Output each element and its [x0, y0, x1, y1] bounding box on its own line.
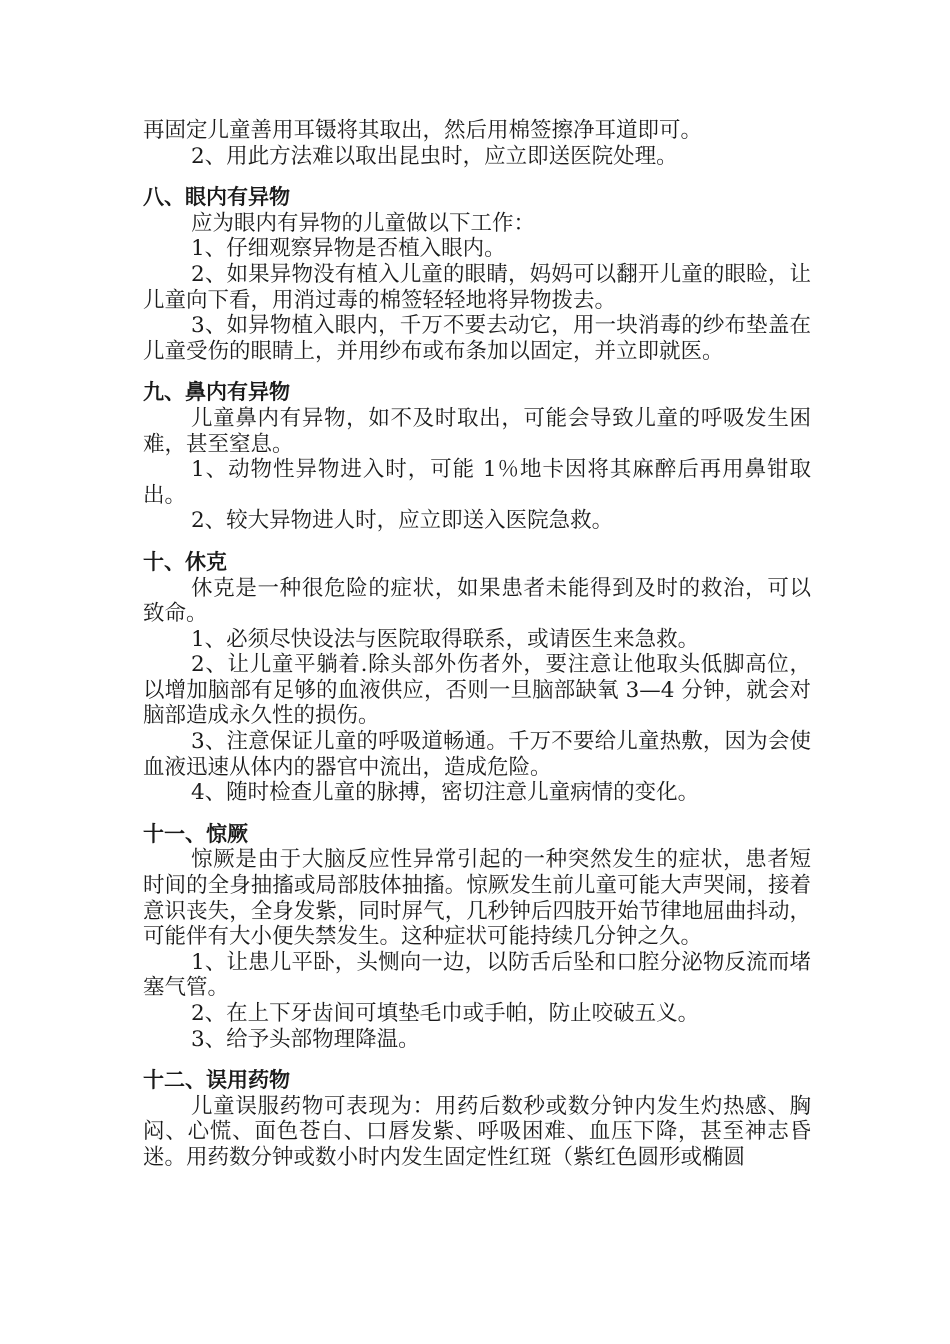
section-eye-foreign-body: [143, 185, 811, 364]
paragraph: 2、让儿童平躺着.除头部外伤者外，要注意让他取头低脚高位，以增加脑部有足够的血液供应，否则一旦脑部缺氧 3—4 分钟，就会对脑部造成永久性的损伤。: [143, 652, 811, 729]
paragraph: 4、随时检查儿童的脉搏，密切注意儿童病情的变化。: [191, 780, 700, 806]
section-shock: [143, 550, 811, 806]
paragraph: 1、让患儿平卧，头恻向一边，以防舌后坠和口腔分泌物反流而堵塞气管。: [143, 949, 811, 1001]
paragraph: 应为眼内有异物的儿童做以下工作：: [191, 210, 536, 236]
paragraph: 2、在上下牙齿间可填垫毛巾或手帕，防止咬破五义。: [191, 1001, 700, 1026]
section-nose-foreign-body: [143, 380, 811, 534]
paragraph: 休克是一种很危险的症状，如果患者未能得到及时的救治，可以致命。: [143, 575, 811, 627]
document-page: [143, 118, 811, 1171]
paragraph: 3、给予头部物理降温。: [191, 1026, 420, 1052]
section-heading: 十、休克: [143, 549, 227, 574]
paragraph: 3、注意保证儿童的呼吸道畅通。千万不要给儿童热敷，因为会使血液迅速从体内的器官中流出，造成危险。: [143, 729, 811, 780]
paragraph: 儿童鼻内有异物，如不及时取出，可能会导致儿童的呼吸发生困难，甚至窒息。: [143, 405, 811, 457]
section-convulsion: [143, 822, 811, 1052]
paragraph: 2、如果异物没有植入儿童的眼睛，妈妈可以翻开儿童的眼睑，让儿童向下看，用消过毒的棉签轻轻地将异物拨去。: [143, 261, 811, 313]
section-heading: 十二、误用药物: [143, 1068, 290, 1093]
paragraph: 2、用此方法难以取出昆虫时，应立即送医院处理。: [191, 143, 678, 169]
section-heading: 十一、惊厥: [143, 821, 248, 846]
paragraph: 再固定儿童善用耳镊将其取出，然后用棉签擦净耳道即可。: [143, 118, 703, 143]
paragraph: 3、如异物植入眼内，千万不要去动它，用一块消毒的纱布垫盖在儿童受伤的眼睛上，并用纱布或布条加以固定，并立即就医。: [143, 313, 811, 364]
section-medication-misuse: [143, 1068, 811, 1170]
paragraph: 1、必须尽快设法与医院取得联系，或请医生来急救。: [191, 626, 700, 652]
paragraph: 1、仔细观察异物是否植入眼内。: [191, 236, 506, 262]
section-heading: 九、鼻内有异物: [143, 380, 290, 405]
intro-block: [143, 118, 811, 169]
paragraph: 惊厥是由于大脑反应性异常引起的一种突然发生的症状，患者短时间的全身抽搐或局部肢体抽搐。惊厥发生前儿童可能大声哭闹，接着意识丧失，全身发紫，同时屏气，几秒钟后四肢开始节律地屈曲抖动，可能伴有大小便失禁发生。这种症状可能持续几分钟之久。: [143, 847, 811, 950]
paragraph: 2、较大异物进人时，应立即送入医院急救。: [191, 508, 614, 534]
section-heading: 八、眼内有异物: [143, 185, 290, 210]
paragraph: 儿童误服药物可表现为：用药后数秒或数分钟内发生灼热感、胸闷、心慌、面色苍白、口唇发紫、呼吸困难、血压下降，甚至神志昏迷。用药数分钟或数小时内发生固定性红斑（紫红色圆形或椭圆: [143, 1093, 811, 1170]
paragraph: 1、动物性异物进入时，可能 1％地卡因将其麻醉后再用鼻钳取出。: [143, 457, 811, 508]
